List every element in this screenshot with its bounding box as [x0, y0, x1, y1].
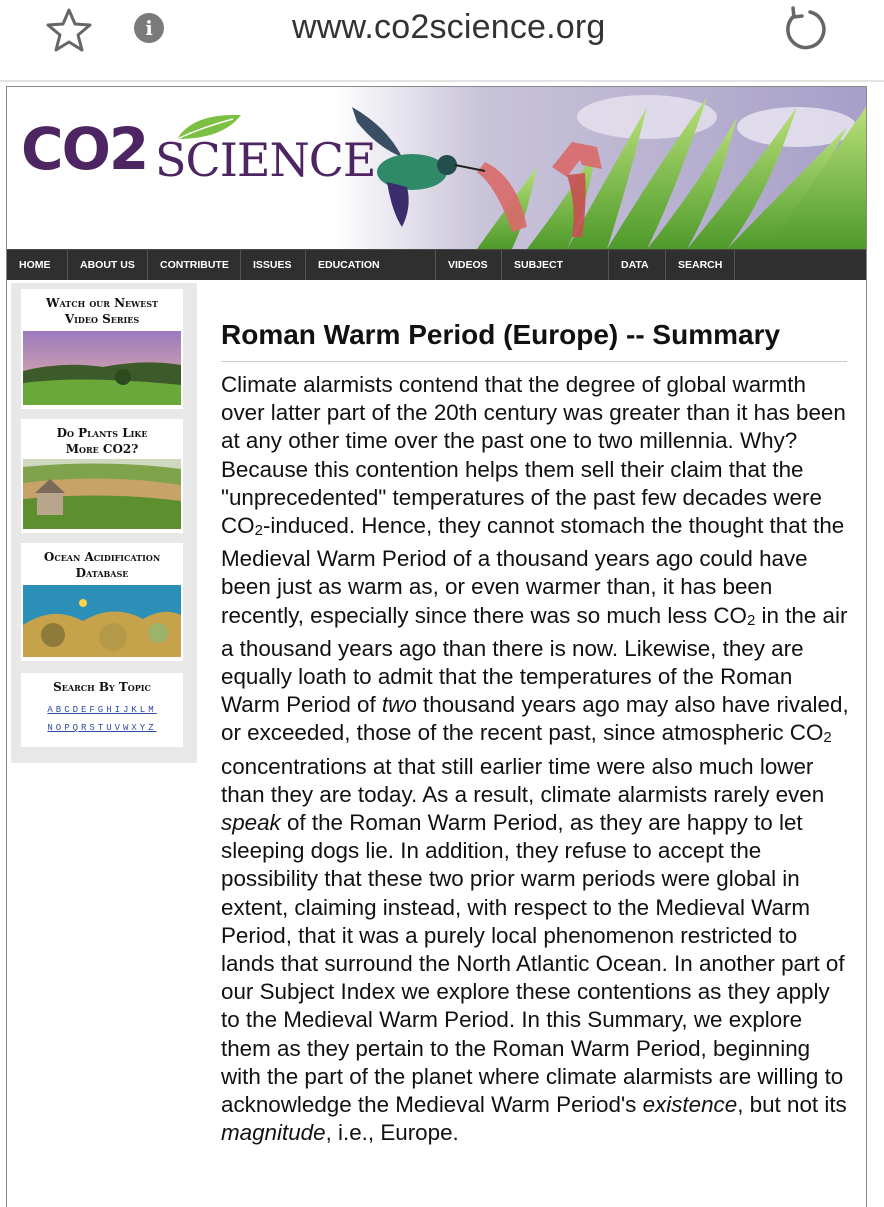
- plants-co2-title: Do Plants Like More CO2?: [56, 426, 148, 456]
- video-series-title: Watch our Newest Video Series: [46, 296, 158, 326]
- logo-co2-text[interactable]: CO2: [21, 115, 148, 183]
- coral-reef-image: [23, 585, 181, 657]
- sidebar: [11, 283, 197, 763]
- plants-co2-card[interactable]: [21, 419, 183, 533]
- nav-subject-index[interactable]: SUBJECT INDEX: [502, 250, 609, 280]
- nav-issues[interactable]: ISSUES: [241, 250, 306, 280]
- topic-letters-row-1[interactable]: ABCDEFGHIJKLM: [47, 705, 157, 715]
- farm-image: [23, 459, 181, 529]
- main-nav: [7, 249, 866, 301]
- web-page: [6, 86, 867, 1207]
- video-series-card[interactable]: [21, 289, 183, 409]
- nav-contribute[interactable]: CONTRIBUTE: [148, 250, 241, 280]
- nav-search[interactable]: SEARCH: [666, 250, 735, 280]
- landscape-image: [23, 331, 181, 405]
- reload-icon[interactable]: [780, 4, 830, 54]
- ocean-acidification-title: Ocean Acidification Database: [43, 550, 161, 580]
- nav-videos[interactable]: VIDEOS: [436, 250, 502, 280]
- nav-home[interactable]: HOME: [7, 250, 68, 280]
- nav-about-us[interactable]: ABOUT US: [68, 250, 148, 280]
- site-banner: [7, 87, 866, 249]
- search-by-topic-title: Search By Topic: [53, 680, 151, 694]
- star-icon[interactable]: [44, 6, 94, 54]
- browser-bar: [0, 0, 884, 82]
- info-icon[interactable]: i: [134, 13, 164, 43]
- title-divider: [221, 361, 847, 362]
- article-body: Climate alarmists contend that the degree of global warmth over latter part of the 20th century was greater than it has been at any other time over the past one to two millennia. Why? Because this contention helps them sell their claim that the "unprecedented" temperatures of the past few decades were $CO_2$-induced. Hence, they cannot stomach the thought that the Medieval Warm Period of a thousand years ago could have been just as warm as, or even warmer than, it has been recently, especially since there was so much less $CO_2$ in the air a thousand years ago than there is now. Likewise, they are equally loath to admit that the temperatures of the Roman Warm Period of two thousand years ago may also have rivaled, or exceeded, those of the recent past, since atmospheric $CO_2$ concentrations at that still earlier time were also much lower than they are today. As a result, climate alarmists rarely even speak of the Roman Warm Period, as they are happy to let sleeping dogs lie. In addition, they refuse to accept the possibility that these two prior warm periods were global in extent, claiming instead, with respect to the Medieval Warm Period, that it was a purely local phenomenon restricted to lands that surround the North Atlantic Ocean. In another part of our Subject Index we explore these contentions as they apply to the Medieval Warm Period. In this Summary, we explore them as they pertain to the Roman Warm Period, beginning with the part of the planet where climate alarmists are willing to acknowledge the Medieval Warm Period's existence, but not its magnitude, i.e., Europe.: [221, 372, 849, 1146]
- topic-letters-row-2[interactable]: NOPQRSTUVWXYZ: [47, 723, 157, 733]
- logo-science-text[interactable]: SCIENCE: [155, 133, 376, 187]
- article-title: Roman Warm Period (Europe) -- Summary: [221, 319, 781, 350]
- nav-data[interactable]: DATA: [609, 250, 666, 280]
- nav-education-center[interactable]: EDUCATION CENTER: [306, 250, 436, 280]
- url-bar[interactable]: www.co2science.org: [292, 8, 606, 46]
- ocean-acidification-card[interactable]: [21, 543, 183, 661]
- search-by-topic-card: [21, 673, 183, 747]
